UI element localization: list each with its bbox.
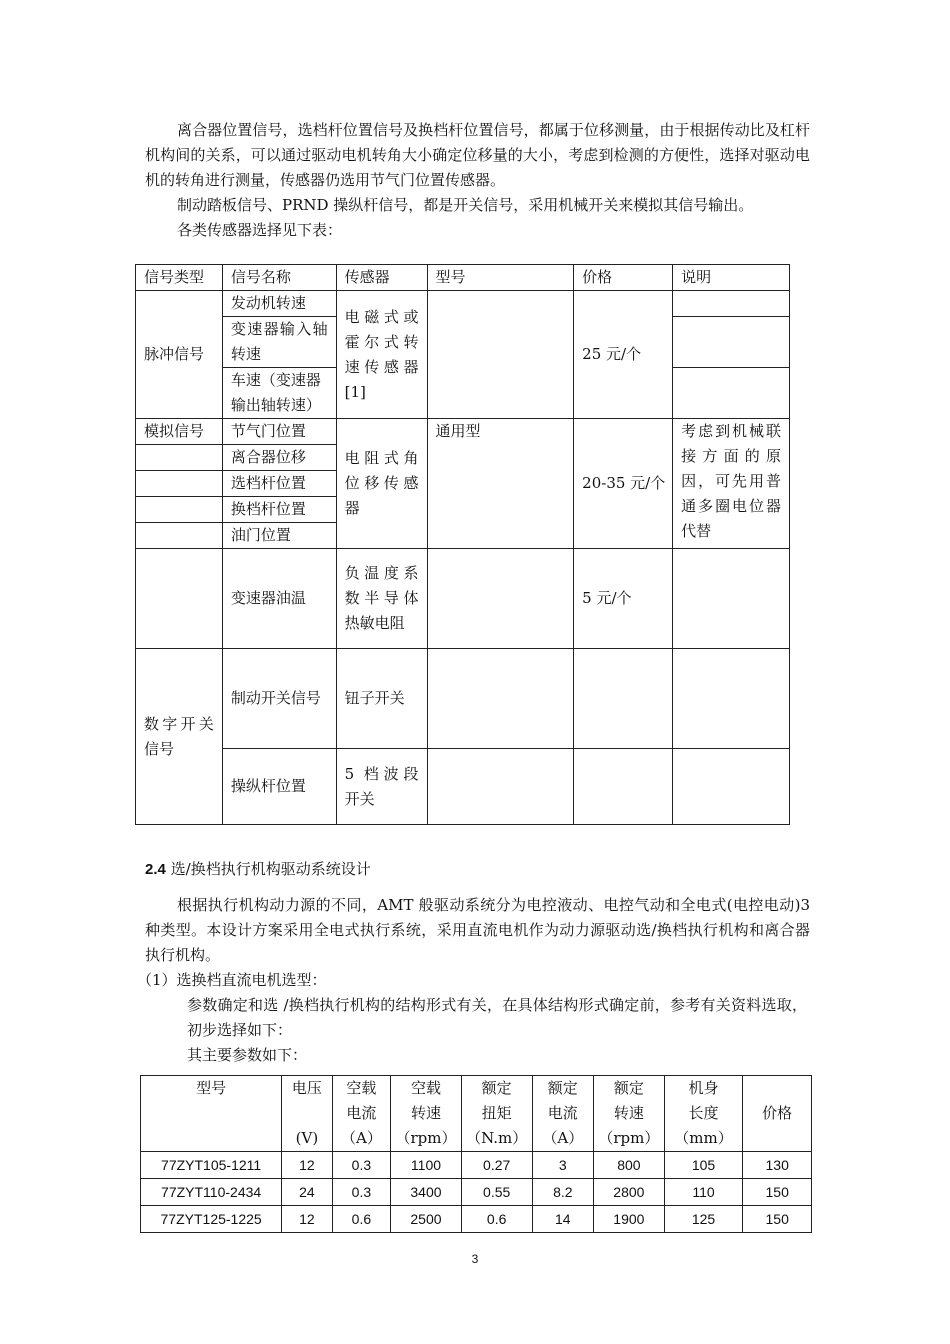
- header-cell: 价格: [574, 265, 673, 291]
- paragraph-6: 参数确定和选 /换档执行机构的结构形式有关，在具体结构形式确定前，参考有关资料选取，初步选择如下：: [187, 996, 807, 1039]
- signal-name-cell: 发动机转速: [222, 291, 336, 317]
- section-heading: [145, 858, 371, 879]
- model-cell: [427, 649, 574, 749]
- paragraph-2: 制动踏板信号、PRND 操纵杆信号，都是开关信号，采用机械开关来模拟其信号输出。: [177, 196, 754, 214]
- table-cell: 14: [532, 1206, 594, 1233]
- table-row: [136, 749, 790, 825]
- price-cell: [574, 649, 673, 749]
- price-cell: 5 元/个: [574, 549, 673, 649]
- header-cell: 空载 转速 （rpm）: [391, 1076, 462, 1152]
- model-cell: [427, 749, 574, 825]
- table-cell: 2500: [391, 1206, 462, 1233]
- page-number: 3: [471, 1252, 479, 1266]
- signal-name-cell: 换档杆位置: [222, 497, 336, 523]
- section-number: 2.4: [145, 861, 166, 878]
- paragraph-3: 各类传感器选择见下表：: [177, 221, 343, 239]
- signal-name-cell: 节气门位置: [222, 419, 336, 445]
- note-cell: [673, 291, 790, 317]
- signal-name-cell: 制动开关信号: [222, 649, 336, 749]
- table-row: [141, 1179, 812, 1206]
- signal-type-cell: 模拟信号: [136, 419, 223, 445]
- motor-spec-table: [140, 1075, 812, 1233]
- signal-name-cell: 油门位置: [222, 523, 336, 549]
- header-cell: 额定 转速 （rpm）: [594, 1076, 665, 1152]
- table-cell: 800: [594, 1152, 665, 1179]
- table-cell: 125: [664, 1206, 743, 1233]
- table-cell: 24: [282, 1179, 332, 1206]
- table-cell: 1900: [594, 1206, 665, 1233]
- table-cell: 2800: [594, 1179, 665, 1206]
- table-cell: 3: [532, 1152, 594, 1179]
- header-cell: 空载 电流 （A）: [332, 1076, 391, 1152]
- note-cell: [673, 368, 790, 419]
- header-cell: 传感器: [336, 265, 427, 291]
- signal-type-cell: 数字开关信号: [136, 649, 223, 825]
- header-cell: 额定 电流 （A）: [532, 1076, 594, 1152]
- table-cell: 0.55: [461, 1179, 532, 1206]
- header-cell: 机身 长度 （mm）: [664, 1076, 743, 1152]
- note-cell: 考虑到机械联接方面的原因，可先用普通多圈电位器代替: [673, 419, 790, 549]
- table-cell: 77ZYT125-1225: [141, 1206, 282, 1233]
- paragraph-1: 离合器位置信号，选档杆位置信号及换档杆位置信号，都属于位移测量，由于根据传动比及杠杆机构间的关系，可以通过驱动电机转角大小确定位移量的大小，考虑到检测的方便性，选择对驱动电机的转角进行测量，传感器仍选用节气门位置传感器。: [145, 121, 810, 189]
- table-cell: 77ZYT105-1211: [141, 1152, 282, 1179]
- sensor-cell: 电阻式角位移传感器: [336, 419, 427, 549]
- price-cell: 25 元/个: [574, 291, 673, 419]
- header-cell: 型号: [427, 265, 574, 291]
- signal-type-cell: 脉冲信号: [136, 291, 223, 419]
- sensor-cell: 电磁式或霍尔式转速传感器[1]: [336, 291, 427, 419]
- signal-name-cell: 变速器油温: [222, 549, 336, 649]
- table-row: [136, 549, 790, 649]
- table-cell: 0.3: [332, 1152, 391, 1179]
- price-cell: [574, 749, 673, 825]
- note-cell: [673, 749, 790, 825]
- paragraph-5: （1）选换档直流电机选型：: [137, 971, 327, 989]
- price-cell: 20-35 元/个: [574, 419, 673, 549]
- model-cell: [427, 549, 574, 649]
- signal-name-cell: 操纵杆位置: [222, 749, 336, 825]
- table-cell: 0.27: [461, 1152, 532, 1179]
- model-cell: [427, 291, 574, 419]
- table-cell: 12: [282, 1152, 332, 1179]
- paragraph-4: 根据执行机构动力源的不同，AMT 般驱动系统分为电控液动、电控气动和全电式(电控电动)3 种类型。本设计方案采用全电式执行系统，采用直流电机作为动力源驱动选/换档执行机构和离合器执行机构。: [145, 896, 810, 964]
- note-cell: [673, 549, 790, 649]
- signal-type-cell: [136, 497, 223, 523]
- header-cell: 型号: [141, 1076, 282, 1152]
- sensor-table: [135, 264, 790, 825]
- table-cell: 3400: [391, 1179, 462, 1206]
- table-row: [141, 1152, 812, 1179]
- table-cell: 150: [743, 1206, 812, 1233]
- header-cell: 信号类型: [136, 265, 223, 291]
- header-cell: 说明: [673, 265, 790, 291]
- section-title: 选/换档执行机构驱动系统设计: [170, 860, 371, 878]
- header-cell: 电压 (V): [282, 1076, 332, 1152]
- table-header-row: [136, 265, 790, 291]
- table-cell: 8.2: [532, 1179, 594, 1206]
- table-row: [136, 649, 790, 749]
- note-cell: [673, 649, 790, 749]
- header-cell: 额定 扭矩 （N.m）: [461, 1076, 532, 1152]
- table-cell: 130: [743, 1152, 812, 1179]
- table-row: [136, 291, 790, 317]
- note-cell: [673, 317, 790, 368]
- signal-type-cell: [136, 471, 223, 497]
- signal-name-cell: 车速（变速器输出轴转速）: [222, 368, 336, 419]
- table-cell: 0.3: [332, 1179, 391, 1206]
- signal-name-cell: 选档杆位置: [222, 471, 336, 497]
- signal-type-cell: [136, 523, 223, 549]
- table-row: [141, 1206, 812, 1233]
- signal-type-cell: [136, 445, 223, 471]
- table-cell: 110: [664, 1179, 743, 1206]
- table-cell: 77ZYT110-2434: [141, 1179, 282, 1206]
- sensor-cell: 钮子开关: [336, 649, 427, 749]
- model-cell: 通用型: [427, 419, 574, 549]
- table-cell: 0.6: [461, 1206, 532, 1233]
- table-cell: 12: [282, 1206, 332, 1233]
- table-cell: 105: [664, 1152, 743, 1179]
- table-cell: 150: [743, 1179, 812, 1206]
- table-cell: 0.6: [332, 1206, 391, 1233]
- table-cell: 1100: [391, 1152, 462, 1179]
- table-header-row: [141, 1076, 812, 1152]
- signal-type-cell: [136, 549, 223, 649]
- signal-name-cell: 变速器输入轴转速: [222, 317, 336, 368]
- header-cell: 价格: [743, 1076, 812, 1152]
- signal-name-cell: 离合器位移: [222, 445, 336, 471]
- sensor-cell: 5 档波段开关: [336, 749, 427, 825]
- paragraph-7: 其主要参数如下：: [187, 1046, 308, 1064]
- sensor-cell: 负温度系数半导体热敏电阻: [336, 549, 427, 649]
- header-cell: 信号名称: [222, 265, 336, 291]
- table-row: [136, 419, 790, 445]
